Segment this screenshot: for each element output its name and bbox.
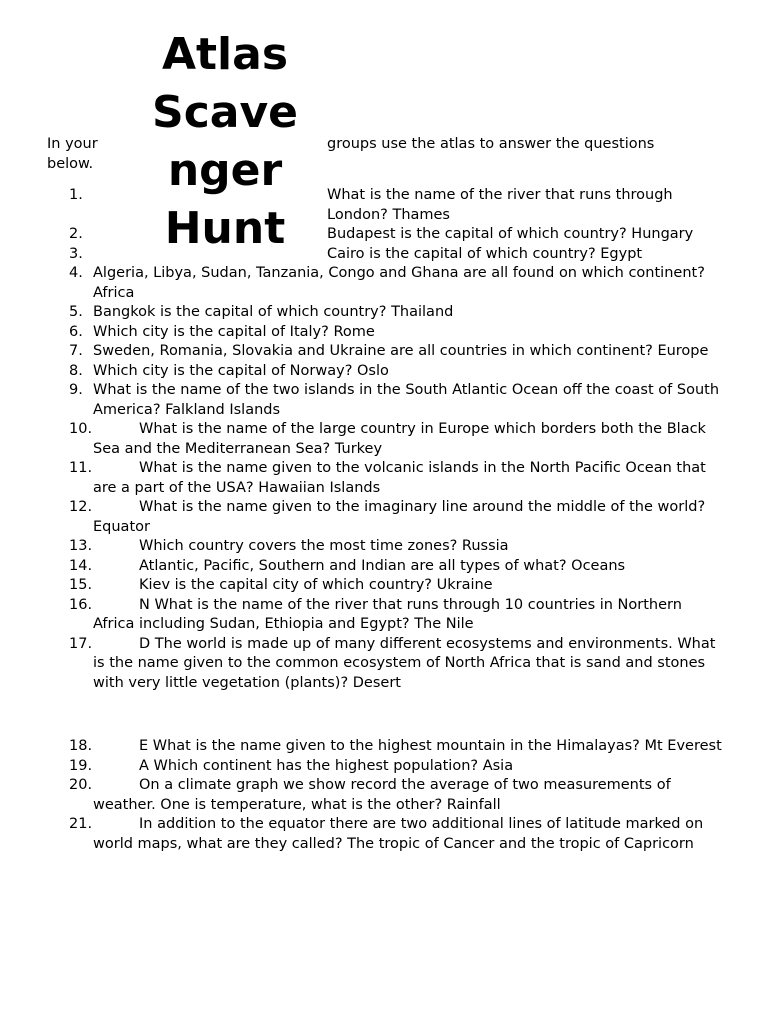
question-item [0,381,768,420]
question-text: Kiev is the capital city of which country? Ukraine [139,577,493,593]
question-item [0,537,768,557]
question-item [0,596,768,635]
question-text: What is the name of the two islands in the South Atlantic Ocean off the coast of South America? Falkland Islands [93,382,720,418]
question-item [0,757,768,777]
spacer [0,693,768,737]
question-item [0,815,768,854]
title-line: Atlas [161,29,289,80]
question-number: 13. [69,538,93,554]
question-text: N What is the name of the river that runs through 10 countries in Northern Africa including Sudan, Ethiopia and Egypt? The Nile [93,596,682,632]
question-number: 3. [69,245,83,262]
title-line: nger [167,145,283,196]
question-text: A Which continent has the highest population? Asia [139,757,514,774]
question-number: 18. [69,738,93,754]
question-item [0,303,768,323]
question-text: What is the name of the large country in Europe which borders both the Black Sea and the Mediterranean Sea? Turkey [93,421,706,457]
question-text: Bangkok is the capital of which country? Thailand [93,304,454,320]
question-number: 4. [69,265,83,281]
question-text: On a climate graph we show record the average of two measurements of weather. One is temperature, what is the other? Rainfall [93,777,671,813]
question-text: What is the name given to the volcanic islands in the North Pacific Ocean that are a part of the USA? Hawaiian Islands [93,460,706,496]
question-number: 15. [69,577,93,593]
question-text: Which city is the capital of Italy? Rome [93,323,375,340]
question-text: D The world is made up of many different ecosystems and environments. What is the name given to the common ecosystem of North Africa that is sand and stones with very little vegetation (plants)? Desert [93,635,716,691]
question-item [0,245,768,265]
question-item [0,498,768,537]
question-text: E What is the name given to the highest mountain in the Himalayas? Mt Everest [139,738,722,754]
question-text: Cairo is the capital of which country? Egypt [327,245,643,262]
question-text: Atlantic, Pacific, Southern and Indian are all types of what? Oceans [139,557,626,574]
question-item [0,225,768,245]
question-text: In addition to the equator there are two additional lines of latitude marked on world maps, what are they called? The tropic of Cancer and the tropic of Capricorn [93,816,704,852]
question-item [0,459,768,498]
question-number: 2. [69,226,83,242]
question-text: Which city is the capital of Norway? Oslo [93,362,389,379]
question-item [0,557,768,577]
question-item [0,264,768,303]
question-item [0,737,768,757]
question-text: What is the name given to the imaginary line around the middle of the world? Equator [93,499,706,535]
question-number: 16. [69,596,93,613]
question-number: 21. [69,816,93,832]
question-text: What is the name of the river that runs through London? Thames [327,187,673,223]
question-text: Which country covers the most time zones? Russia [139,538,509,554]
question-number: 17. [69,635,93,652]
title-line: Hunt [164,203,286,254]
question-number: 8. [69,362,83,379]
question-number: 14. [69,557,93,574]
question-text: Budapest is the capital of which country? Hungary [327,226,694,242]
question-number: 7. [69,343,83,359]
intro-text-right: groups use the atlas to answer the questions [327,136,655,152]
question-number: 1. [69,187,83,203]
question-item [0,420,768,459]
question-number: 12. [69,499,93,515]
question-list [0,186,768,854]
question-number: 6. [69,323,83,340]
question-item [0,186,768,225]
question-item [0,576,768,596]
question-item [0,342,768,362]
question-item [0,362,768,382]
question-item [0,635,768,694]
question-number: 5. [69,304,83,320]
question-number: 11. [69,460,93,476]
intro-text-left: In your below. [47,136,98,172]
question-item [0,323,768,343]
question-item [0,776,768,815]
title-line: Scave [152,87,298,138]
question-number: 20. [69,777,93,793]
question-text: Algeria, Libya, Sudan, Tanzania, Congo and Ghana are all found on which continent? Africa [93,265,705,301]
question-number: 10. [69,421,93,437]
question-text: Sweden, Romania, Slovakia and Ukraine are all countries in which continent? Europe [93,343,709,359]
question-number: 9. [69,382,83,398]
question-number: 19. [69,757,93,774]
